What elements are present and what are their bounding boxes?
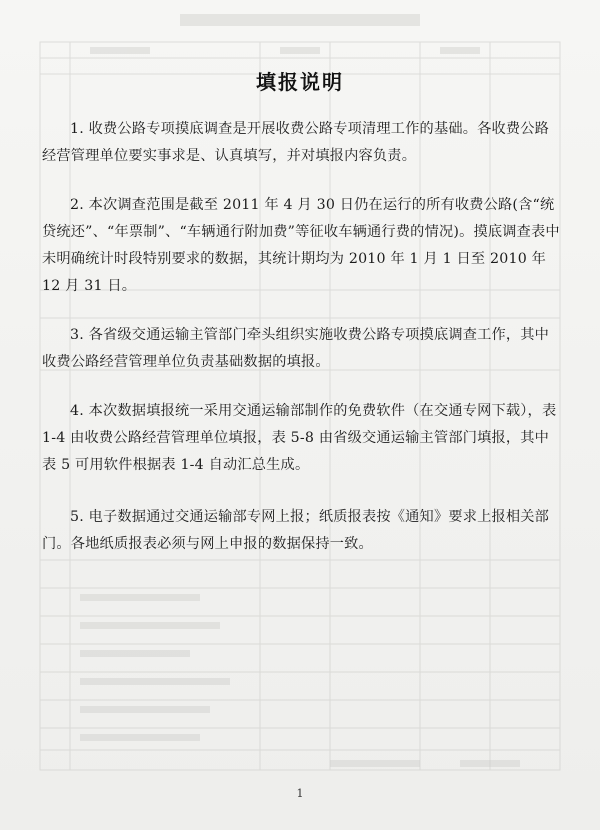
- paragraph-1: 1. 收费公路专项摸底调查是开展收费公路专项清理工作的基础。各收费公路经营管理单位要实事求是、认真填写，并对填报内容负责。: [42, 121, 550, 164]
- paragraph-2: 2. 本次调查范围是截至 2011 年 4 月 30 日仍在运行的所有收费公路(含“统贷统还”、“年票制”、“车辆通行附加费”等征收车辆通行费的情况)。摸底调查表中未明确统计时段特别要求的数据，其统计期均为 2010 年 1 月 1 日至 2010 年 12 月 31 日。: [42, 197, 560, 294]
- paragraph-5: 5. 电子数据通过交通运输部专网上报；纸质报表按《通知》要求上报相关部门。各地纸质报表必须与网上申报的数据保持一致。: [42, 509, 550, 552]
- page-number: 1: [296, 787, 304, 800]
- document-title: 填报说明: [256, 70, 344, 94]
- paragraph-3: 3. 各省级交通运输主管部门牵头组织实施收费公路专项摸底调查工作，其中收费公路经营管理单位负责基础数据的填报。: [42, 327, 550, 370]
- paragraph-4: 4. 本次数据填报统一采用交通运输部制作的免费软件（在交通专网下载），表 1-4 由收费公路经营管理单位填报，表 5-8 由省级交通运输主管部门填报，其中表 5 可用软件根据表 1-4 自动汇总生成。: [42, 403, 557, 473]
